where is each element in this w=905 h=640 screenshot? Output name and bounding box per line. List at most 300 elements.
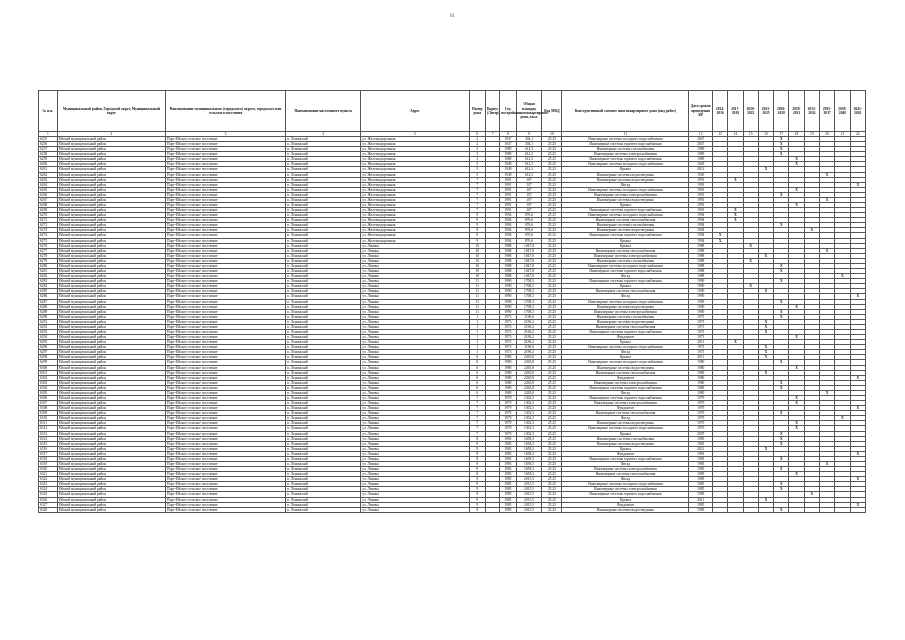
repair-date-cell: 1994 xyxy=(689,238,713,243)
house-number-cell: 11 xyxy=(469,279,485,284)
locality-cell: п. Ленинский xyxy=(286,406,361,411)
locality-cell: п. Ленинский xyxy=(286,340,361,345)
row-number: 6267 xyxy=(39,197,58,202)
locality-cell: п. Ленинский xyxy=(286,218,361,223)
column-number: 5 xyxy=(361,132,469,137)
row-number: 6261 xyxy=(39,167,58,172)
build-year-cell: 1973 xyxy=(500,314,516,319)
settlement-cell: Порт-Ейское сельское поселение xyxy=(166,177,286,182)
area-cell: 876,6 xyxy=(516,233,542,238)
locality-cell: п. Ленинский xyxy=(286,360,361,365)
period-mark-cell: X xyxy=(850,502,865,507)
area-cell: 2196,2 xyxy=(516,350,542,355)
district-cell: Ейский муниципальный район xyxy=(57,446,165,451)
row-number: 6316 xyxy=(39,446,58,451)
address-cell: ул. Ленина xyxy=(361,375,469,380)
settlement-cell: Порт-Ейское сельское поселение xyxy=(166,335,286,340)
repair-date-cell: 1991 xyxy=(689,203,713,208)
period-mark-cell: X xyxy=(819,462,834,467)
building-code-cell: 25.25 xyxy=(542,497,562,502)
building-code-cell: 25.25 xyxy=(542,487,562,492)
work-type-cell: Инженерные системы горячего водоснабжения xyxy=(562,456,689,461)
settlement-cell: Порт-Ейское сельское поселение xyxy=(166,472,286,477)
period-mark-cell: X xyxy=(728,340,743,345)
locality-cell: п. Ленинский xyxy=(286,182,361,187)
build-year-cell: 1980 xyxy=(500,385,516,390)
settlement-cell: Порт-Ейское сельское поселение xyxy=(166,299,286,304)
address-cell: ул. Ленина xyxy=(361,502,469,507)
build-year-cell: 1979 xyxy=(500,431,516,436)
repair-date-cell: 2011 xyxy=(689,497,713,502)
column-number: 10 xyxy=(542,132,562,137)
locality-cell: п. Ленинский xyxy=(286,345,361,350)
house-number-cell: 10 xyxy=(469,258,485,263)
area-cell: 1708,3 xyxy=(516,304,542,309)
settlement-cell: Порт-Ейское сельское поселение xyxy=(166,370,286,375)
row-number: 6320 xyxy=(39,467,58,472)
building-code-cell: 25.25 xyxy=(542,233,562,238)
build-year-cell: 1988 xyxy=(500,263,516,268)
work-type-cell: Инженерные системы водоотведения xyxy=(562,197,689,202)
work-type-cell: Фундамент xyxy=(562,406,689,411)
build-year-cell: 1985 xyxy=(500,497,516,502)
work-type-cell: Инженерные системы горячего водоснабжения xyxy=(562,157,689,162)
column-header: Год постройки xyxy=(500,91,516,132)
row-number: 6296 xyxy=(39,345,58,350)
address-cell: ул. Ленина xyxy=(361,350,469,355)
period-mark-cell: X xyxy=(774,482,789,487)
address-cell: ул. Железнодорожная xyxy=(361,172,469,177)
address-cell: ул. Ленина xyxy=(361,314,469,319)
table-header-row xyxy=(39,91,866,132)
address-cell: ул. Ленина xyxy=(361,380,469,385)
repair-date-cell: 1973 xyxy=(689,345,713,350)
repair-date-cell: 1979 xyxy=(689,406,713,411)
settlement-cell: Порт-Ейское сельское поселение xyxy=(166,462,286,467)
settlement-cell: Порт-Ейское сельское поселение xyxy=(166,142,286,147)
locality-cell: п. Ленинский xyxy=(286,350,361,355)
house-number-cell: 11 xyxy=(469,309,485,314)
locality-cell: п. Ленинский xyxy=(286,284,361,289)
work-type-cell: Крыша xyxy=(562,243,689,248)
building-code-cell: 25.25 xyxy=(542,395,562,400)
area-cell: 2196,2 xyxy=(516,324,542,329)
repair-date-cell: 1973 xyxy=(689,329,713,334)
row-number: 6310 xyxy=(39,416,58,421)
address-cell: ул. Железнодорожная xyxy=(361,218,469,223)
area-cell: 107 xyxy=(516,192,542,197)
row-number: 6299 xyxy=(39,360,58,365)
district-cell: Ейский муниципальный район xyxy=(57,324,165,329)
column-header: Наименование муниципального (городского) округа, городского или сельского поселения xyxy=(166,91,286,132)
house-number-cell: 1 xyxy=(469,324,485,329)
district-cell: Ейский муниципальный район xyxy=(57,462,165,467)
build-year-cell: 1991 xyxy=(500,182,516,187)
repair-date-cell: 1983 xyxy=(689,462,713,467)
settlement-cell: Порт-Ейское сельское поселение xyxy=(166,390,286,395)
period-mark-cell: X xyxy=(774,487,789,492)
repair-date-cell: 1980 xyxy=(689,360,713,365)
locality-cell: п. Ленинский xyxy=(286,426,361,431)
area-cell: 2196,2 xyxy=(516,335,542,340)
column-number: 22 xyxy=(850,132,865,137)
locality-cell: п. Ленинский xyxy=(286,299,361,304)
repair-date-cell: 1979 xyxy=(689,416,713,421)
settlement-cell: Порт-Ейское сельское поселение xyxy=(166,162,286,167)
house-number-cell: 1 xyxy=(469,340,485,345)
address-cell: ул. Ленина xyxy=(361,365,469,370)
address-cell: ул. Железнодорожная xyxy=(361,162,469,167)
period-mark-cell: X xyxy=(789,395,804,400)
house-number-cell: 6 xyxy=(469,370,485,375)
house-number-cell: 5 xyxy=(469,172,485,177)
column-number: 11 xyxy=(562,132,689,137)
build-year-cell: 1994 xyxy=(500,223,516,228)
build-year-cell: 1973 xyxy=(500,324,516,329)
work-type-cell: Крыша xyxy=(562,497,689,502)
building-code-cell: 25.25 xyxy=(542,167,562,172)
address-cell: ул. Ленина xyxy=(361,446,469,451)
address-cell: ул. Ленина xyxy=(361,421,469,426)
building-code-cell: 25.25 xyxy=(542,426,562,431)
row-number: 6295 xyxy=(39,340,58,345)
build-year-cell: 1994 xyxy=(500,228,516,233)
build-year-cell: 1988 xyxy=(500,243,516,248)
building-code-cell: 25.25 xyxy=(542,492,562,497)
locality-cell: п. Ленинский xyxy=(286,456,361,461)
build-year-cell: 1994 xyxy=(500,233,516,238)
repair-date-cell: 2011 xyxy=(689,355,713,360)
house-number-cell: 5 xyxy=(469,162,485,167)
period-mark-cell: X xyxy=(774,431,789,436)
row-number: 6263 xyxy=(39,177,58,182)
building-code-cell: 25.25 xyxy=(542,406,562,411)
district-cell: Ейский муниципальный район xyxy=(57,385,165,390)
building-code-cell: 25.25 xyxy=(542,451,562,456)
settlement-cell: Порт-Ейское сельское поселение xyxy=(166,203,286,208)
building-code-cell: 25.25 xyxy=(542,162,562,167)
repair-date-cell: 2047 xyxy=(689,137,713,142)
settlement-cell: Порт-Ейское сельское поселение xyxy=(166,385,286,390)
period-mark-cell: X xyxy=(835,416,850,421)
district-cell: Ейский муниципальный район xyxy=(57,477,165,482)
district-cell: Ейский муниципальный район xyxy=(57,375,165,380)
repair-date-cell: 1979 xyxy=(689,395,713,400)
building-code-cell: 25.25 xyxy=(542,380,562,385)
building-code-cell: 25.25 xyxy=(542,375,562,380)
building-code-cell: 25.25 xyxy=(542,467,562,472)
building-code-cell: 25.25 xyxy=(542,213,562,218)
district-cell: Ейский муниципальный район xyxy=(57,137,165,142)
period-mark-cell: X xyxy=(789,335,804,340)
district-cell: Ейский муниципальный район xyxy=(57,203,165,208)
build-year-cell: 1988 xyxy=(500,248,516,253)
house-number-cell: 11 xyxy=(469,304,485,309)
work-type-cell: Инженерные системы водоотведения xyxy=(562,177,689,182)
building-code-cell: 25.25 xyxy=(542,294,562,299)
row-number: 6313 xyxy=(39,431,58,436)
building-code-cell: 25.25 xyxy=(542,385,562,390)
area-cell: 1302,3 xyxy=(516,426,542,431)
house-number-cell: 10 xyxy=(469,274,485,279)
house-number-cell: 9 xyxy=(469,238,485,243)
area-cell: 1047,8 xyxy=(516,258,542,263)
district-cell: Ейский муниципальный район xyxy=(57,411,165,416)
column-header: 2017-2019 xyxy=(728,91,743,132)
house-number-cell: 9 xyxy=(469,218,485,223)
settlement-cell: Порт-Ейское сельское поселение xyxy=(166,482,286,487)
period-mark-cell: X xyxy=(819,197,834,202)
row-number: 6265 xyxy=(39,187,58,192)
build-year-cell: 1983 xyxy=(500,472,516,477)
house-number-cell: 11 xyxy=(469,289,485,294)
build-year-cell: 1991 xyxy=(500,177,516,182)
locality-cell: п. Ленинский xyxy=(286,152,361,157)
locality-cell: п. Ленинский xyxy=(286,492,361,497)
locality-cell: п. Ленинский xyxy=(286,137,361,142)
area-cell: 876,6 xyxy=(516,213,542,218)
address-cell: ул. Железнодорожная xyxy=(361,208,469,213)
locality-cell: п. Ленинский xyxy=(286,502,361,507)
address-cell: ул. Железнодорожная xyxy=(361,152,469,157)
build-year-cell: 1983 xyxy=(500,456,516,461)
area-cell: 1047,8 xyxy=(516,274,542,279)
district-cell: Ейский муниципальный район xyxy=(57,279,165,284)
address-cell: ул. Ленина xyxy=(361,284,469,289)
build-year-cell: 1985 xyxy=(500,487,516,492)
district-cell: Ейский муниципальный район xyxy=(57,380,165,385)
house-number-cell: 8 xyxy=(469,467,485,472)
area-cell: 612,3 xyxy=(516,167,542,172)
settlement-cell: Порт-Ейское сельское поселение xyxy=(166,487,286,492)
repair-date-cell: 1990 xyxy=(689,309,713,314)
column-number: 1 xyxy=(39,132,58,137)
locality-cell: п. Ленинский xyxy=(286,472,361,477)
work-type-cell: Инженерные системы холодного водоснабжения xyxy=(562,187,689,192)
settlement-cell: Порт-Ейское сельское поселение xyxy=(166,269,286,274)
locality-cell: п. Ленинский xyxy=(286,370,361,375)
locality-cell: п. Ленинский xyxy=(286,223,361,228)
address-cell: ул. Железнодорожная xyxy=(361,223,469,228)
repair-date-cell: 1991 xyxy=(689,182,713,187)
area-cell: 1047,8 xyxy=(516,248,542,253)
area-cell: 876,6 xyxy=(516,218,542,223)
address-cell: ул. Ленина xyxy=(361,456,469,461)
building-code-cell: 25.25 xyxy=(542,253,562,258)
building-code-cell: 25.25 xyxy=(542,345,562,350)
row-number: 6269 xyxy=(39,208,58,213)
build-year-cell: 1988 xyxy=(500,274,516,279)
row-number: 6324 xyxy=(39,487,58,492)
district-cell: Ейский муниципальный район xyxy=(57,436,165,441)
building-code-cell: 25.25 xyxy=(542,507,562,512)
row-number: 6303 xyxy=(39,380,58,385)
settlement-cell: Порт-Ейское сельское поселение xyxy=(166,258,286,263)
area-cell: 107 xyxy=(516,203,542,208)
address-cell: ул. Ленина xyxy=(361,401,469,406)
house-number-cell: 8 xyxy=(469,472,485,477)
house-number-cell: 2 xyxy=(469,137,485,142)
district-cell: Ейский муниципальный район xyxy=(57,284,165,289)
area-cell: 2015,5 xyxy=(516,497,542,502)
repair-date-cell: 1979 xyxy=(689,401,713,406)
build-year-cell: 1994 xyxy=(500,213,516,218)
settlement-cell: Порт-Ейское сельское поселение xyxy=(166,233,286,238)
repair-date-cell: 1980 xyxy=(689,370,713,375)
address-cell: ул. Ленина xyxy=(361,507,469,512)
period-mark-cell: X xyxy=(758,329,773,334)
settlement-cell: Порт-Ейское сельское поселение xyxy=(166,451,286,456)
repair-date-cell: 1991 xyxy=(689,177,713,182)
row-number: 6276 xyxy=(39,243,58,248)
settlement-cell: Порт-Ейское сельское поселение xyxy=(166,172,286,177)
settlement-cell: Порт-Ейское сельское поселение xyxy=(166,436,286,441)
area-cell: 1658,3 xyxy=(516,472,542,477)
period-mark-cell: X xyxy=(774,441,789,446)
house-number-cell: 7 xyxy=(469,431,485,436)
period-mark-cell: X xyxy=(789,162,804,167)
address-cell: ул. Ленина xyxy=(361,294,469,299)
period-mark-cell: X xyxy=(789,365,804,370)
house-number-cell: 3 xyxy=(469,157,485,162)
settlement-cell: Порт-Ейское сельское поселение xyxy=(166,421,286,426)
period-mark-cell: X xyxy=(774,269,789,274)
build-year-cell: 1994 xyxy=(500,218,516,223)
locality-cell: п. Ленинский xyxy=(286,487,361,492)
work-type-cell: Инженерные системы холодного водоснабжения xyxy=(562,162,689,167)
row-number: 6274 xyxy=(39,233,58,238)
building-code-cell: 25.25 xyxy=(542,279,562,284)
settlement-cell: Порт-Ейское сельское поселение xyxy=(166,401,286,406)
build-year-cell: 1983 xyxy=(500,436,516,441)
locality-cell: п. Ленинский xyxy=(286,324,361,329)
column-number: 21 xyxy=(835,132,850,137)
area-cell: 2265,8 xyxy=(516,355,542,360)
address-cell: ул. Ленина xyxy=(361,309,469,314)
district-cell: Ейский муниципальный район xyxy=(57,177,165,182)
address-cell: ул. Железнодорожная xyxy=(361,228,469,233)
repair-date-cell: 1994 xyxy=(689,218,713,223)
area-cell: 2196,2 xyxy=(516,340,542,345)
work-type-cell: Крыша xyxy=(562,355,689,360)
period-mark-cell xyxy=(835,507,850,512)
work-type-cell: Фундамент xyxy=(562,335,689,340)
work-type-cell: Инженерные системы теплоснабжения xyxy=(562,370,689,375)
district-cell: Ейский муниципальный район xyxy=(57,233,165,238)
column-number: 3 xyxy=(166,132,286,137)
period-mark-cell: X xyxy=(804,492,819,497)
row-number: 6280 xyxy=(39,263,58,268)
period-mark-cell: X xyxy=(835,274,850,279)
settlement-cell: Порт-Ейское сельское поселение xyxy=(166,319,286,324)
work-type-cell: Крыша xyxy=(562,284,689,289)
house-number-cell: 6 xyxy=(469,385,485,390)
area-cell: 2265,8 xyxy=(516,370,542,375)
locality-cell: п. Ленинский xyxy=(286,147,361,152)
row-number: 6281 xyxy=(39,269,58,274)
work-type-cell: Инженерные системы горячего водоснабжения xyxy=(562,395,689,400)
address-cell: ул. Ленина xyxy=(361,497,469,502)
period-mark-cell: X xyxy=(804,228,819,233)
column-number: 19 xyxy=(804,132,819,137)
repair-date-cell: 1994 xyxy=(689,228,713,233)
building-code-cell: 25.25 xyxy=(542,299,562,304)
column-number: 18 xyxy=(789,132,804,137)
district-cell: Ейский муниципальный район xyxy=(57,253,165,258)
district-cell: Ейский муниципальный район xyxy=(57,269,165,274)
work-type-cell: Фасад xyxy=(562,274,689,279)
period-mark-cell: X xyxy=(819,248,834,253)
build-year-cell: 1980 xyxy=(500,370,516,375)
area-cell: 1047,8 xyxy=(516,243,542,248)
area-cell: 1302,3 xyxy=(516,395,542,400)
house-number-cell: 10 xyxy=(469,263,485,268)
settlement-cell: Порт-Ейское сельское поселение xyxy=(166,218,286,223)
period-mark-cell: X xyxy=(774,314,789,319)
row-number: 6260 xyxy=(39,162,58,167)
work-type-cell: Инженерные системы газоснабжения xyxy=(562,436,689,441)
house-number-cell: 10 xyxy=(469,253,485,258)
build-year-cell: 1985 xyxy=(500,502,516,507)
house-number-cell: 7 xyxy=(469,411,485,416)
building-code-cell: 25.25 xyxy=(542,284,562,289)
work-type-cell: Инженерные системы теплоснабжения xyxy=(562,289,689,294)
build-year-cell: 1947 xyxy=(500,142,516,147)
district-cell: Ейский муниципальный район xyxy=(57,299,165,304)
build-year-cell: 1991 xyxy=(500,192,516,197)
building-code-cell: 25.25 xyxy=(542,502,562,507)
area-cell: 2015,5 xyxy=(516,492,542,497)
district-cell: Ейский муниципальный район xyxy=(57,426,165,431)
area-cell: 2265,8 xyxy=(516,365,542,370)
house-number-cell: 9 xyxy=(469,223,485,228)
locality-cell: п. Ленинский xyxy=(286,467,361,472)
locality-cell: п. Ленинский xyxy=(286,279,361,284)
settlement-cell: Порт-Ейское сельское поселение xyxy=(166,502,286,507)
work-type-cell: Инженерные системы водоотведения xyxy=(562,507,689,512)
house-number-cell: 3 xyxy=(469,147,485,152)
area-cell: 876,6 xyxy=(516,223,542,228)
locality-cell: п. Ленинский xyxy=(286,289,361,294)
locality-cell: п. Ленинский xyxy=(286,238,361,243)
district-cell: Ейский муниципальный район xyxy=(57,350,165,355)
area-cell: 1302,3 xyxy=(516,406,542,411)
district-cell: Ейский муниципальный район xyxy=(57,182,165,187)
building-code-cell: 25.25 xyxy=(542,370,562,375)
area-cell: 1658,3 xyxy=(516,462,542,467)
district-cell: Ейский муниципальный район xyxy=(57,142,165,147)
district-cell: Ейский муниципальный район xyxy=(57,152,165,157)
settlement-cell: Порт-Ейское сельское поселение xyxy=(166,182,286,187)
period-mark-cell: X xyxy=(774,152,789,157)
row-number: 6255 xyxy=(39,137,58,142)
repair-date-cell: 2007 xyxy=(689,431,713,436)
repair-date-cell: 1988 xyxy=(689,258,713,263)
locality-cell: п. Ленинский xyxy=(286,411,361,416)
period-mark-cell: X xyxy=(712,238,727,243)
address-cell: ул. Ленина xyxy=(361,279,469,284)
repair-date-cell: 1988 xyxy=(689,269,713,274)
area-cell: 1047,8 xyxy=(516,253,542,258)
column-header: 2041-2043 xyxy=(850,91,865,132)
row-number: 6262 xyxy=(39,172,58,177)
period-mark-cell xyxy=(728,507,743,512)
row-number: 6328 xyxy=(39,507,58,512)
locality-cell: п. Ленинский xyxy=(286,177,361,182)
district-cell: Ейский муниципальный район xyxy=(57,507,165,512)
house-number-cell: 9 xyxy=(469,502,485,507)
district-cell: Ейский муниципальный район xyxy=(57,416,165,421)
